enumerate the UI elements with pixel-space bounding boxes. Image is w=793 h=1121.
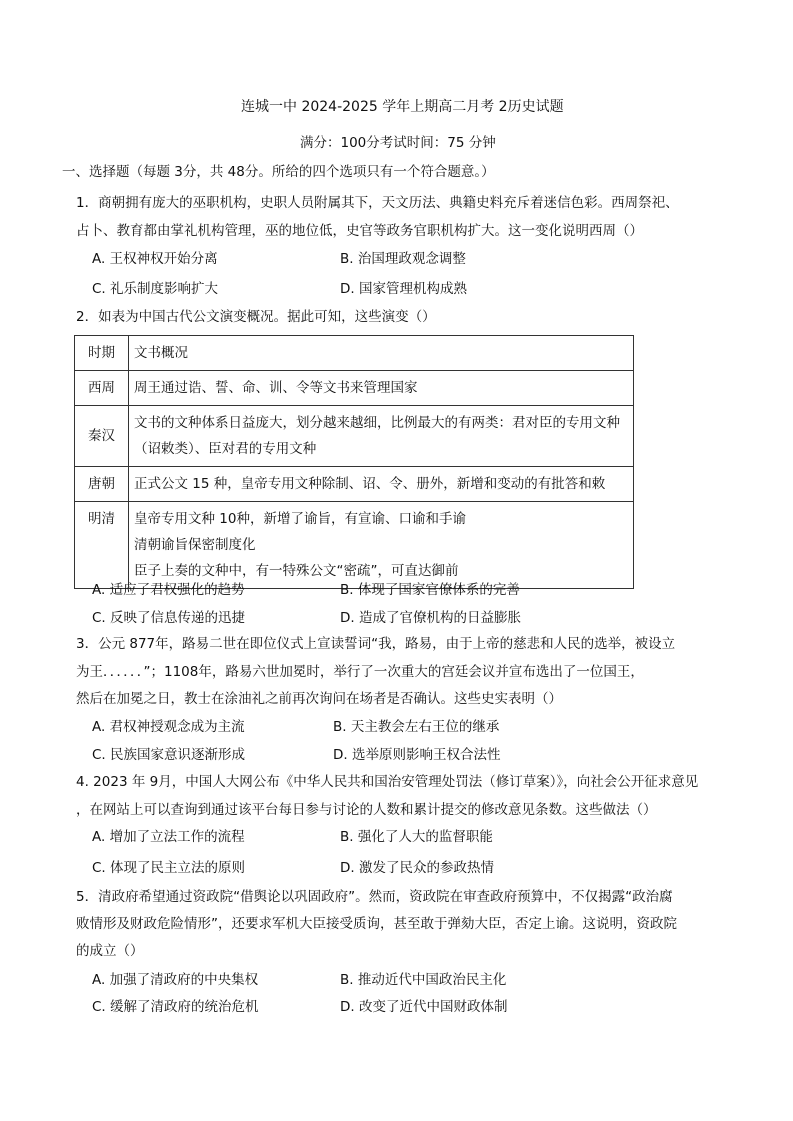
option-d[interactable]: D. 国家管理机构成熟 [340, 281, 467, 297]
option-c[interactable]: C. 体现了民主立法的原则 [92, 860, 246, 876]
question-line: 为王．．．．．．”；1108年，路易六世加冕时，举行了一次重大的宫廷会议并宣布选出了一位国王， [76, 664, 644, 680]
question-line: 2．如表为中国古代公文演变概况。据此可知，这些演变（） [76, 309, 436, 325]
overview-line: 臣子上奏的文种中，有一特殊公文“密疏”，可直达御前 [134, 563, 459, 579]
option-d[interactable]: D. 激发了民众的参政热情 [340, 860, 494, 876]
option-c[interactable]: C. 礼乐制度影响扩大 [92, 281, 219, 297]
header-cell-overview: 文书概况 [129, 336, 634, 371]
option-c[interactable]: C. 缓解了清政府的统治危机 [92, 999, 259, 1015]
period-cell: 秦汉 [75, 406, 129, 467]
exam-title: 连城一中 2024-2025 学年上期高二月考 2历史试题 [241, 99, 564, 115]
question-line: 5．清政府希望通过资政院“借舆论以巩固政府”。然而，资政院在审查政府预算中，不仅揭露“政治腐 [76, 889, 673, 905]
table-row [75, 371, 634, 406]
overview-cell [129, 371, 634, 406]
table-row [75, 467, 634, 502]
option-b[interactable]: B. 强化了人大的监督职能 [340, 829, 493, 845]
option-a[interactable]: A. 增加了立法工作的流程 [92, 829, 245, 845]
option-b[interactable]: B. 治国理政观念调整 [340, 251, 466, 267]
overview-line: （诏敕类）、臣对君的专用文种 [134, 441, 317, 457]
exam-info: 满分：100分考试时间：75 分钟 [300, 135, 496, 151]
question-line: 的成立（） [76, 943, 144, 959]
option-d[interactable]: D. 改变了近代中国财政体制 [340, 999, 508, 1015]
question-line: 然后在加冕之日，教士在涂油礼之前再次询问在场者是否确认。这些史实表明（） [76, 691, 562, 707]
section-heading: 一、选择题（每题 3分，共 48分。所给的四个选项只有一个符合题意。） [62, 164, 495, 180]
option-a[interactable]: A. 加强了清政府的中央集权 [92, 972, 259, 988]
overview-line: 文书的文种体系日益庞大，划分越来越细，比例最大的有两类：君对臣的专用文种 [134, 415, 620, 431]
overview-cell [129, 502, 634, 589]
question-line: 败情形及财政危险情形”，还要求军机大臣接受质询，甚至敢于弹劾大臣，否定上谕。这说明，资政院 [76, 916, 677, 932]
table-row [75, 406, 634, 467]
document-evolution-table [74, 335, 634, 589]
option-c[interactable]: C. 反映了信息传递的迅捷 [92, 610, 246, 626]
option-d[interactable]: D. 造成了官僚机构的日益膨胀 [340, 610, 521, 626]
header-cell-period: 时期 [75, 336, 129, 371]
overview-cell [129, 467, 634, 502]
option-a[interactable]: A. 适应了君权强化的趋势 [92, 582, 245, 598]
overview-cell [129, 406, 634, 467]
question-line: 1．商朝拥有庞大的巫职机构，史职人员附属其下，天文历法、典籍史料充斥着迷信色彩。西周祭祀、 [76, 195, 679, 211]
question-line: 4. 2023 年 9月，中国人大网公布《中华人民共和国治安管理处罚法（修订草案）》，向社会公开征求意见 [76, 774, 699, 790]
question-line: 占卜、教育都由掌礼机构管理，巫的地位低，史官等政务官职机构扩大。这一变化说明西周（） [76, 223, 643, 239]
question-line: ，在网站上可以查询到通过该平台每日参与讨论的人数和累计提交的修改意见条数。这些做法（） [76, 802, 657, 818]
option-b[interactable]: B. 体现了国家官僚体系的完善 [340, 582, 520, 598]
table-header-row [75, 336, 634, 371]
overview-line: 清朝谕旨保密制度化 [134, 537, 256, 553]
overview-line: 周王通过诰、誓、命、训、令等文书来管理国家 [134, 380, 418, 396]
question-line: 3．公元 877年，路易二世在即位仪式上宣读誓词“我，路易，由于上帝的慈悲和人民的选举，被设立 [76, 636, 676, 652]
option-a[interactable]: A. 王权神权开始分离 [92, 251, 218, 267]
option-a[interactable]: A. 君权神授观念成为主流 [92, 719, 245, 735]
option-c[interactable]: C. 民族国家意识逐渐形成 [92, 747, 246, 763]
overview-line: 皇帝专用文种 10种，新增了谕旨，有宣谕、口谕和手谕 [134, 511, 466, 527]
option-b[interactable]: B. 天主教会左右王位的继承 [333, 719, 500, 735]
period-cell: 西周 [75, 371, 129, 406]
overview-line: 正式公文 15 种，皇帝专用文种除制、诏、令、册外，新增和变动的有批答和敕 [134, 476, 606, 492]
option-d[interactable]: D. 选举原则影响王权合法性 [333, 747, 501, 763]
period-cell: 明清 [75, 502, 129, 589]
table-row [75, 502, 634, 589]
option-b[interactable]: B. 推动近代中国政治民主化 [340, 972, 507, 988]
period-cell: 唐朝 [75, 467, 129, 502]
